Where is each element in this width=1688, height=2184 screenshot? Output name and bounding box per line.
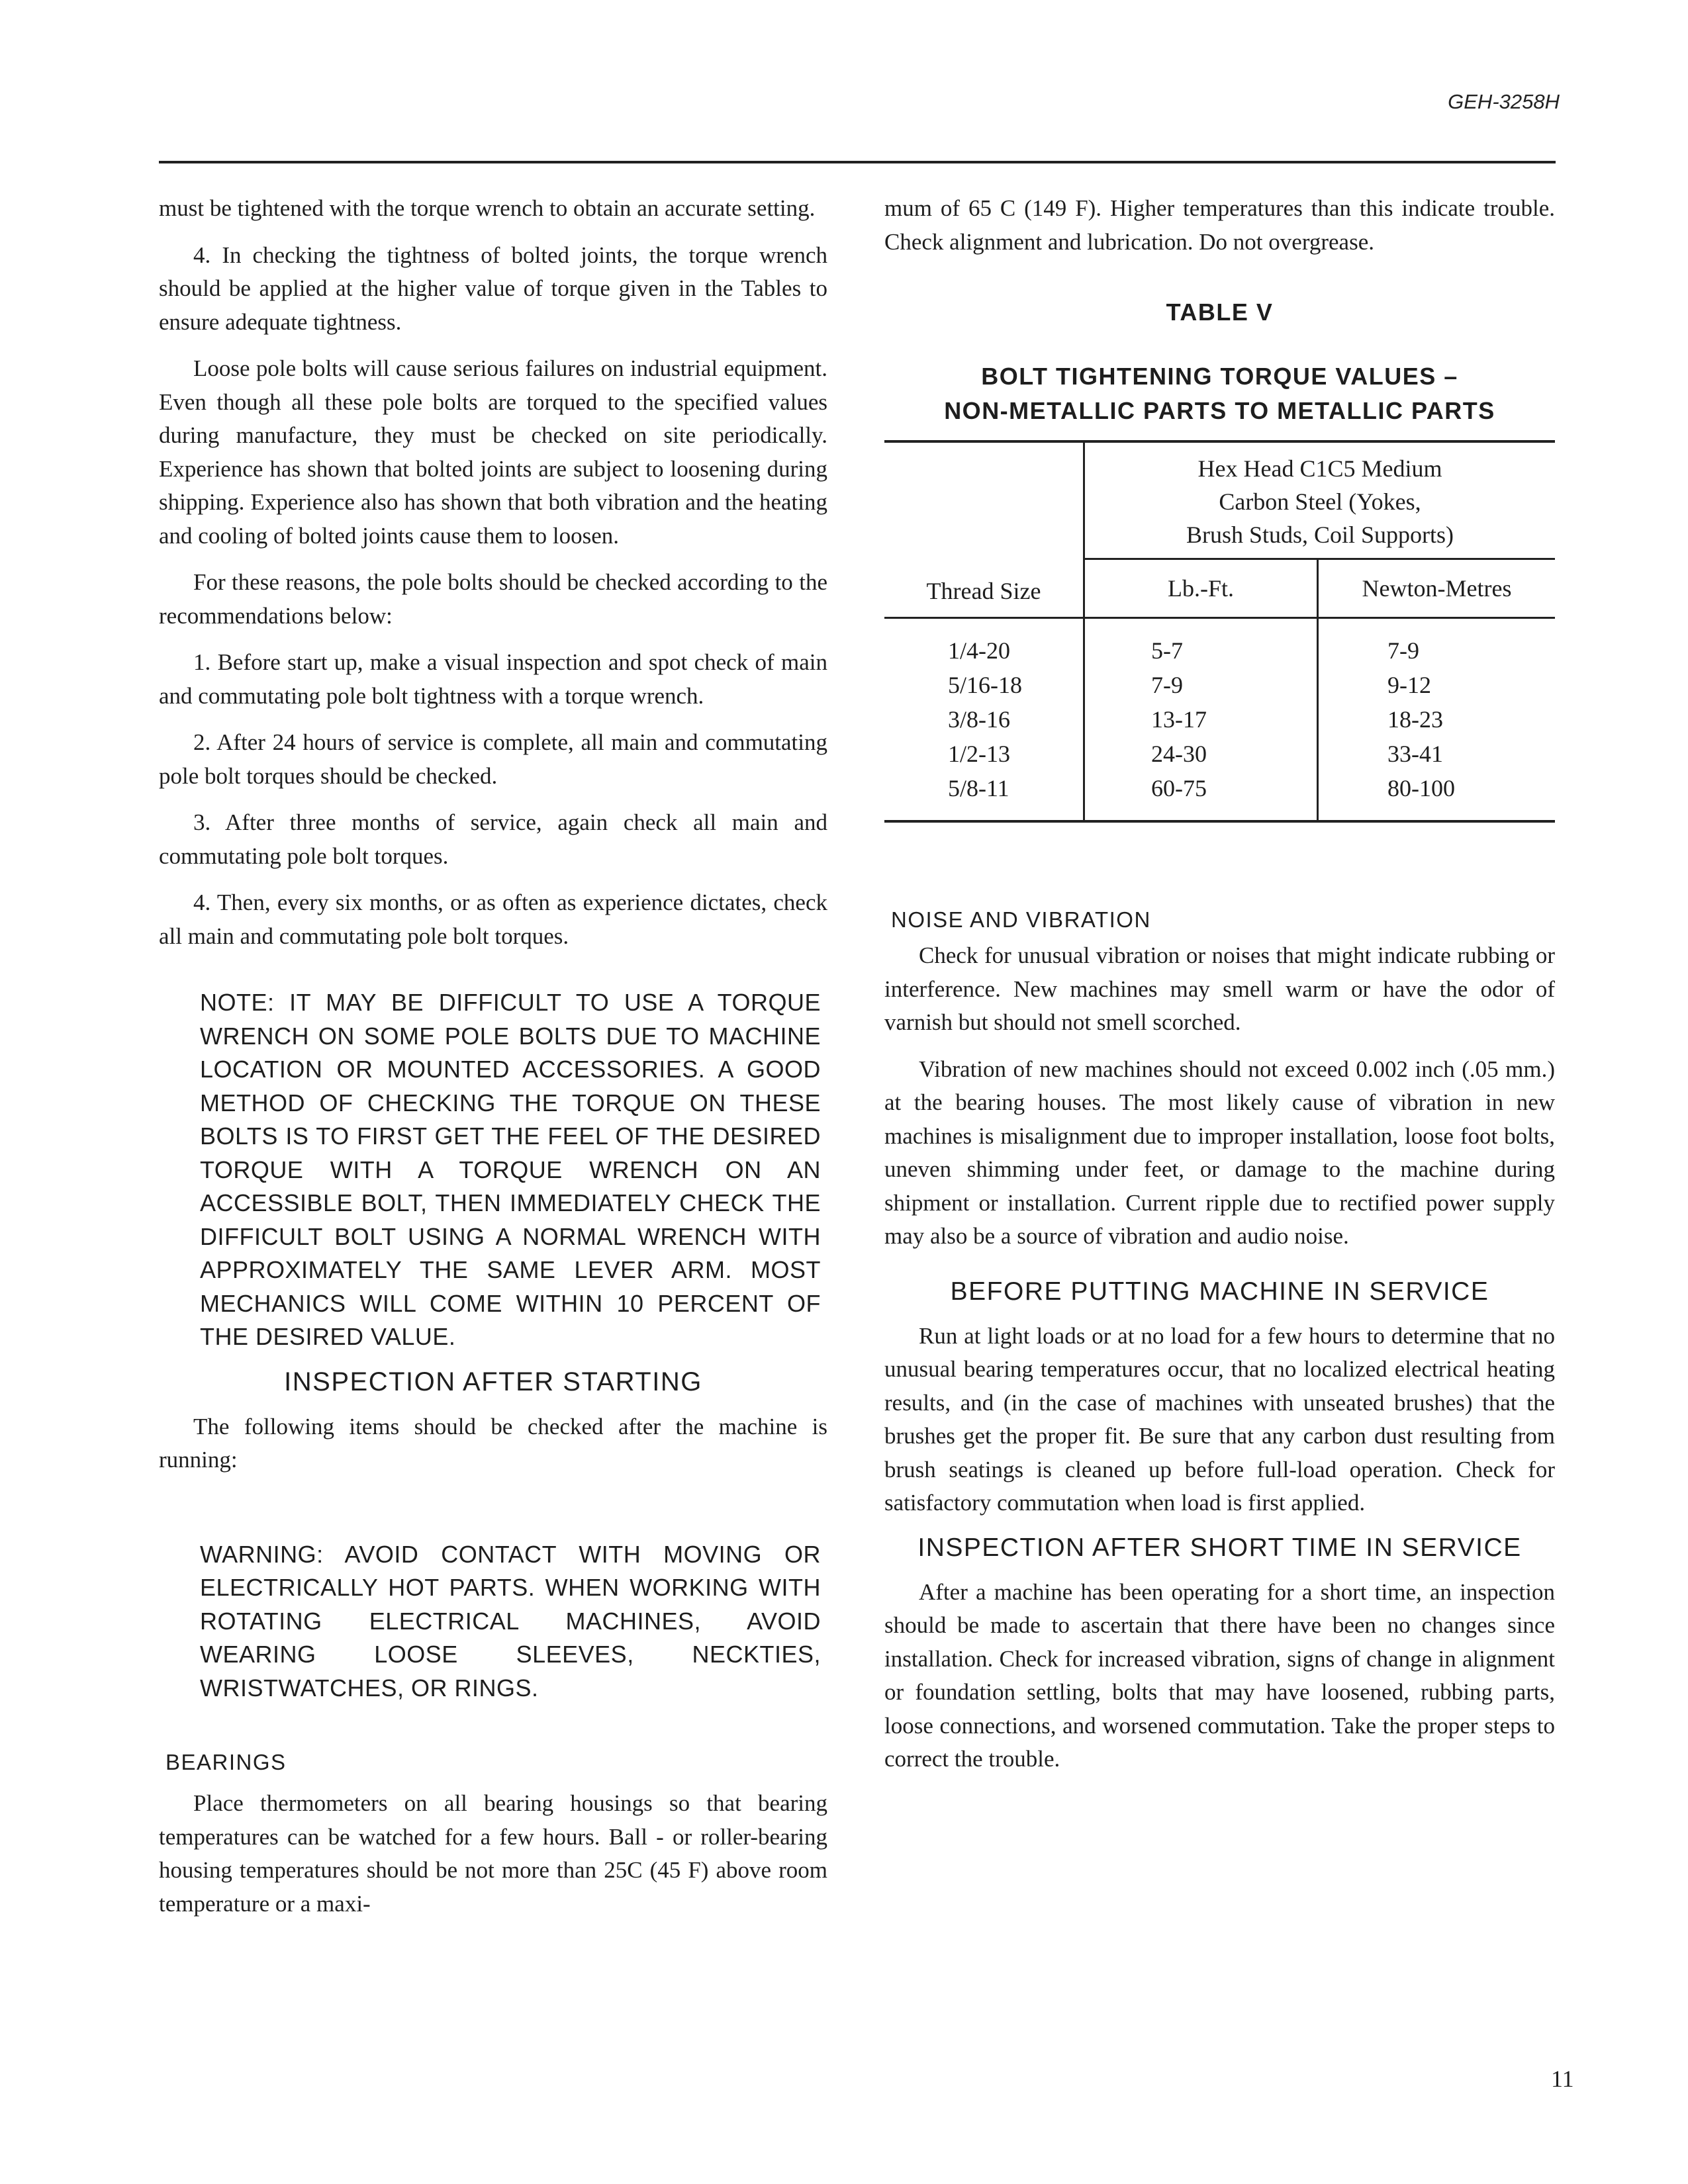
table-cell-lbft: 13-17 xyxy=(1084,702,1318,737)
table-cell-nm: 80-100 xyxy=(1318,771,1556,821)
note-block: NOTE: IT MAY BE DIFFICULT TO USE A TORQUE WRENCH ON SOME POLE BOLTS DUE TO MACHINE LOCATION OR MOUNTED ACCESSORIES. A GOOD METHOD OF CHECKING THE TORQUE ON THESE BOLTS IS TO FIRST GET THE FEEL OF THE DESIRED TORQUE WITH A TORQUE WRENCH ON AN ACCESSIBLE BOLT, THEN IMMEDIATELY CHECK THE DIFFICULT BOLT USING A NORMAL WRENCH WITH APPROXIMATELY THE SAME LEVER ARM. MOST MECHANICS WILL COME WITHIN 10 PERCENT OF THE DESIRED VALUE. xyxy=(200,989,821,1350)
paragraph: After a machine has been operating for a short time, an inspection should be made to ascertain that there have been no changes since installation. Check for increased vibration, signs of change in alignment or foundation settling, bolts that may have loosened, rubbing parts, loose connections, and worsened commutation. Take the proper steps to correct the trouble. xyxy=(884,1578,1555,1772)
list-item: 2. After 24 hours of service is complete, all main and commutating pole bolt torques should be checked. xyxy=(159,729,827,789)
warning-block: WARNING: AVOID CONTACT WITH MOVING OR ELECTRICALLY HOT PARTS. WHEN WORKING WITH ROTATING ELECTRICAL MACHINES, AVOID WEARING LOOSE SLEEVES, NECKTIES, WRISTWATCHES, OR RINGS. xyxy=(200,1540,821,1702)
right-column xyxy=(884,192,1555,1790)
paragraph: Run at light loads or at no load for a few hours to determine that no unusual bearing temperatures occur, that no localized electrical heating results, and (in the case of machines with unseated brushes) that the brushes get the proper fit. Be sure that any carbon dust resulting from brush seatings is cleaned up before full-load operation. Check for satisfactory commutation when load is first applied. xyxy=(884,1322,1555,1516)
list-item: 3. After three months of service, again check all main and commutating pole bolt torques. xyxy=(159,809,827,869)
group-header-line: Carbon Steel (Yokes, xyxy=(1219,488,1421,515)
heading-inspection-after-starting: INSPECTION AFTER STARTING xyxy=(284,1367,702,1396)
paragraph: Loose pole bolts will cause serious failures on industrial equipment. Even though all these pole bolts are torqued to the specified values during manufacture, they must be checked on site periodically. Experience has shown that bolted joints are subject to loosening during shipping. Experience also has shown that both vibration and the heating and cooling of bolted joints cause them to loosen. xyxy=(159,355,827,549)
table-cell-thread: 1/2-13 xyxy=(948,741,1010,767)
page-number: 11 xyxy=(1551,2066,1574,2092)
table-cell-nm: 9-12 xyxy=(1318,668,1556,702)
heading-before-putting-machine-in-service: BEFORE PUTTING MACHINE IN SERVICE xyxy=(950,1277,1489,1306)
table-cell-thread: 5/16-18 xyxy=(948,672,1022,698)
paragraph: Check for unusual vibration or noises that might indicate rubbing or interference. New machines may smell warm or have the odor of varnish but should not smell scorched. xyxy=(884,942,1555,1035)
table-row xyxy=(884,737,1555,771)
table-row xyxy=(884,668,1555,702)
table-row xyxy=(884,702,1555,737)
heading-bearings: BEARINGS xyxy=(165,1750,287,1774)
paragraph: 4. In checking the tightness of bolted joints, the torque wrench should be applied at the higher value of torque given in the Tables to ensure adequate tightness. xyxy=(159,242,827,335)
group-header-line: Brush Studs, Coil Supports) xyxy=(1186,522,1454,548)
column-header-thread-size: Thread Size xyxy=(926,578,1041,604)
torque-table xyxy=(884,440,1555,823)
table-cell-lbft: 7-9 xyxy=(1084,668,1318,702)
table-cell-thread: 3/8-16 xyxy=(948,706,1010,733)
table-label: TABLE V xyxy=(1166,298,1274,326)
group-header-line: Hex Head C1C5 Medium xyxy=(1197,455,1442,482)
table-cell-nm: 7-9 xyxy=(1318,618,1556,668)
document-id: GEH-3258H xyxy=(1448,90,1560,113)
table-cell-nm: 33-41 xyxy=(1318,737,1556,771)
table-cell-thread: 5/8-11 xyxy=(948,775,1009,801)
left-column xyxy=(159,192,827,1934)
table-cell-lbft: 5-7 xyxy=(1084,618,1318,668)
column-header-newton-metres: Newton-Metres xyxy=(1318,559,1556,618)
paragraph: Place thermometers on all bearing housings so that bearing temperatures can be watched for a few hours. Ball - or roller-bearing housing temperatures should be not more than 25C (45 F) above room temperature or a maxi- xyxy=(159,1790,827,1917)
heading-inspection-after-short-time: INSPECTION AFTER SHORT TIME IN SERVICE xyxy=(917,1533,1522,1562)
header-rule xyxy=(159,161,1556,163)
table-title: BOLT TIGHTENING TORQUE VALUES – xyxy=(981,363,1458,390)
paragraph: Vibration of new machines should not exceed 0.002 inch (.05 mm.) at the bearing houses. The most likely cause of vibration in new machines is misalignment due to improper installation, loose foot bolts, uneven shimming under feet, or damage to the machine during shipment or installation. Current ripple due to rectified power supply may also be a source of vibration and audio noise. xyxy=(884,1056,1555,1249)
table-row xyxy=(884,618,1555,668)
table-cell-lbft: 24-30 xyxy=(1084,737,1318,771)
column-group-header xyxy=(1084,441,1556,559)
paragraph: The following items should be checked after the machine is running: xyxy=(159,1413,827,1473)
list-item: 4. Then, every six months, or as often as experience dictates, check all main and commutating pole bolt torques. xyxy=(159,889,827,949)
table-row xyxy=(884,771,1555,821)
paragraph: mum of 65 C (149 F). Higher temperatures than this indicate trouble. Check alignment and lubrication. Do not overgrease. xyxy=(884,195,1555,255)
paragraph: For these reasons, the pole bolts should be checked according to the recommendations below: xyxy=(159,569,827,629)
paragraph: must be tightened with the torque wrench to obtain an accurate setting. xyxy=(159,195,816,221)
list-item: 1. Before start up, make a visual inspection and spot check of main and commutating pole bolt tightness with a torque wrench. xyxy=(159,649,827,709)
table-cell-thread: 1/4-20 xyxy=(948,637,1010,664)
column-header-lbft: Lb.-Ft. xyxy=(1084,559,1318,618)
table-cell-nm: 18-23 xyxy=(1318,702,1556,737)
table-title: NON-METALLIC PARTS TO METALLIC PARTS xyxy=(944,397,1495,424)
heading-noise-and-vibration: NOISE AND VIBRATION xyxy=(891,907,1151,932)
table-cell-lbft: 60-75 xyxy=(1084,771,1318,821)
